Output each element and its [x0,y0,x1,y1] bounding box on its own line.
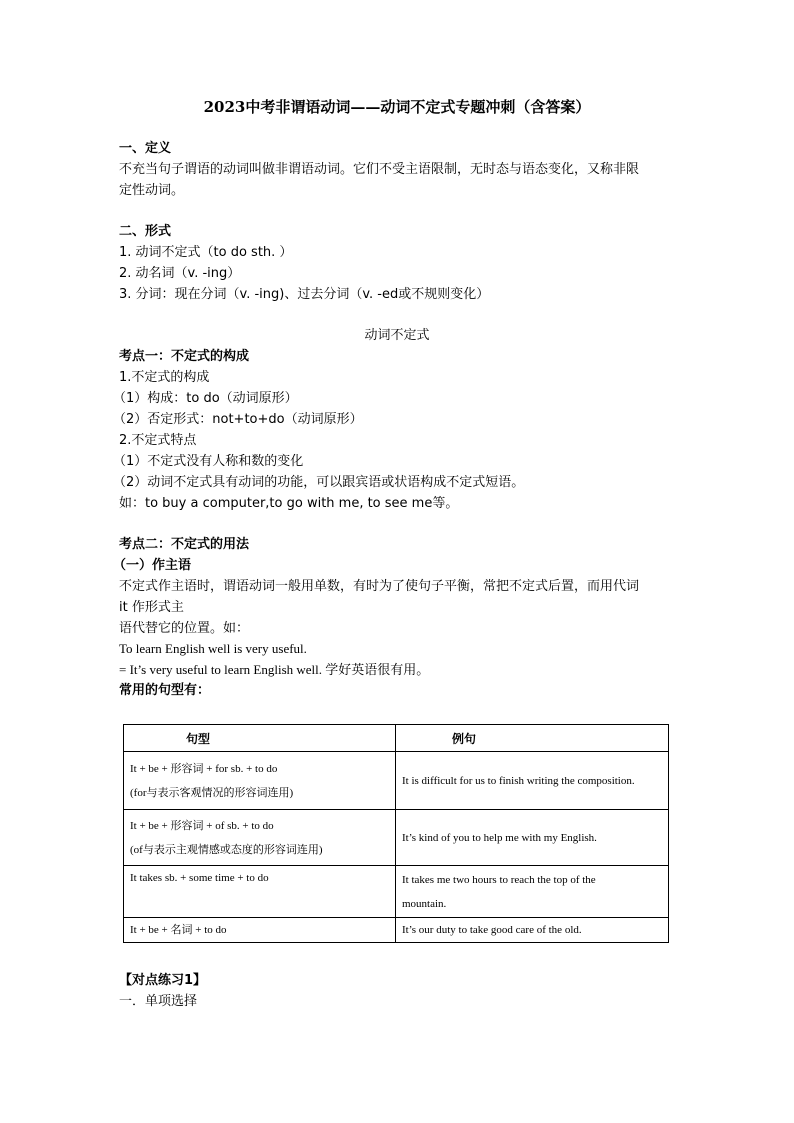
kaodian-1-line: 如：to buy a computer,to go with me, to see me等。 [119,496,459,511]
table-row [124,810,669,866]
subject-usage-heading: （一）作主语 [113,558,192,573]
example-sentence-2: = It’s very useful to learn English well. 学好英语很有用。 [119,662,430,677]
pattern-cell [124,918,396,943]
table-header-row [124,725,669,752]
page-title: 2023中考非谓语动词——动词不定式专题冲刺（含答案） [203,98,591,116]
pattern-note: (of与表示主观情感或态度的形容词连用) [130,843,323,856]
definition-text-line-1: 不充当句子谓语的动词叫做非谓语动词。它们不受主语限制，无时态与语态变化，又称非限 [119,162,640,177]
example-cell [396,810,669,866]
usage-text-line-1: 不定式作主语时，谓语动词一般用单数，有时为了使句子平衡，常把不定式后置，而用代词 [119,579,640,594]
example-cell [396,866,669,918]
example-text: It’s kind of you to help me with my English. [402,831,597,844]
example-text: It is difficult for us to finish writing the composition. [402,774,635,787]
section-form-heading: 二、形式 [119,224,172,239]
practice-heading: 【对点练习1】 [119,973,207,988]
kaodian-1-line: （2）否定形式：not+to+do（动词原形） [113,412,363,427]
table-row [124,866,669,918]
pattern-text: It + be + 名词 + to do [130,924,227,936]
pattern-cell [124,752,396,810]
pattern-text: It + be + 形容词 + for sb. + to do [130,762,278,775]
example-cell [396,752,669,810]
kaodian-2-heading: 考点二：不定式的用法 [119,537,250,552]
table-header-example: 例句 [396,725,669,752]
table-row [124,918,669,943]
form-item-2: 2. 动名词（v. -ing） [119,266,241,281]
example-text: It takes me two hours to reach the top of the [402,873,596,886]
example-cell [396,918,669,943]
infinitive-section-heading: 动词不定式 [364,328,430,343]
kaodian-1-line: 2.不定式特点 [119,433,197,448]
form-item-3: 3. 分词：现在分词（v. -ing)、过去分词（v. -ed或不规则变化） [119,287,490,302]
pattern-text: It takes sb. + some time + to do [130,872,269,884]
pattern-cell [124,810,396,866]
kaodian-1-line: 1.不定式的构成 [119,370,210,385]
section-definition-heading: 一、定义 [119,141,172,156]
example-sentence-1: To learn English well is very useful. [119,641,307,656]
kaodian-1-line: （2）动词不定式具有动词的功能，可以跟宾语或状语构成不定式短语。 [113,475,525,490]
pattern-note: (for与表示客观情况的形容词连用) [130,786,294,799]
usage-text-line-3: 语代替它的位置。如： [119,621,250,636]
usage-text-line-2: it 作形式主 [119,600,184,615]
practice-subheading: 一．单项选择 [119,994,198,1009]
pattern-text: It + be + 形容词 + of sb. + to do [130,819,274,832]
form-item-1: 1. 动词不定式（to do sth. ） [119,245,293,260]
table-header-pattern: 句型 [124,725,396,752]
common-patterns-label: 常用的句型有： [119,683,211,698]
sentence-pattern-table [123,724,669,943]
example-text: It’s our duty to take good care of the old. [402,924,582,936]
definition-text-line-2: 定性动词。 [119,183,185,198]
kaodian-1-heading: 考点一：不定式的构成 [119,349,250,364]
table-row [124,752,669,810]
example-text: mountain. [402,897,447,910]
kaodian-1-line: （1）不定式没有人称和数的变化 [113,454,304,469]
kaodian-1-line: （1）构成：to do（动词原形） [113,391,298,406]
pattern-cell [124,866,396,918]
